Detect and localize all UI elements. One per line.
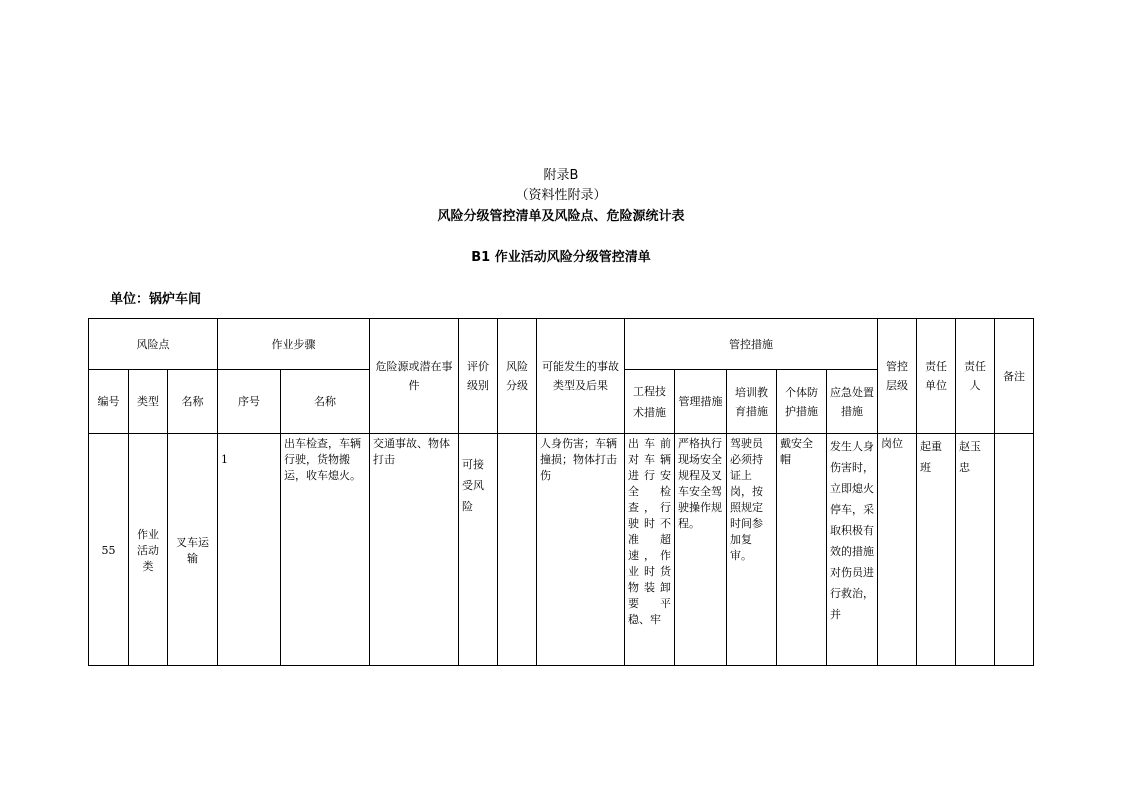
cell-resp-person: 赵玉忠: [956, 434, 995, 666]
header-risk-point: 风险点: [89, 319, 218, 370]
header-mgmt: 管理措施: [675, 370, 727, 434]
header-resp-person: 责任人: [956, 319, 995, 434]
header-control: 管控措施: [625, 319, 878, 370]
header-ctrl-level: 管控层级: [878, 319, 917, 434]
header-train: 培训教育措施: [727, 370, 777, 434]
cell-seq: 1: [218, 434, 281, 666]
header-remark: 备注: [995, 319, 1034, 434]
header-seq: 序号: [218, 370, 281, 434]
appendix-note: （资料性附录）: [515, 188, 607, 203]
header-steps: 作业步骤: [218, 319, 370, 370]
cell-name: 叉车运输: [168, 434, 218, 666]
page-title: 风险分级管控清单及风险点、危险源统计表: [437, 209, 685, 224]
header-ppe: 个体防护措施: [777, 370, 827, 434]
cell-resp-unit: 起重班: [917, 434, 956, 666]
cell-eng: 出车前对车辆进行安全检查，行驶时不准超速，作业时货物装卸要平稳、牢: [628, 437, 671, 626]
header-name: 名称: [168, 370, 218, 434]
cell-accident: 人身伤害；车辆撞损；物体打击伤: [537, 434, 625, 666]
header-resp-unit: 责任单位: [917, 319, 956, 434]
header-no: 编号: [89, 370, 129, 434]
cell-mgmt: 严格执行现场安全规程及叉车安全驾驶操作规程。: [675, 434, 727, 666]
cell-risk-level: [498, 434, 537, 666]
unit-label: 单位：锅炉车间: [110, 292, 202, 307]
appendix-label: 附录B: [543, 168, 579, 183]
header-type: 类型: [129, 370, 168, 434]
header-step-name: 名称: [281, 370, 370, 434]
header-eng: 工程技术措施: [625, 370, 675, 434]
cell-train: 驾驶员必须持证上岗，按照规定时间参加复审。: [727, 434, 777, 666]
risk-control-table: [88, 318, 1034, 666]
table-row: [89, 434, 1034, 666]
header-eval: 评价级别: [459, 319, 498, 434]
cell-emerg: 发生人身伤害时，立即熄火停车，采取积极有效的措施对伤员进行救治，并: [830, 440, 874, 621]
header-risk-level: 风险分级: [498, 319, 537, 434]
cell-step-name: 出车检查，车辆行驶，货物搬运，收车熄火。: [281, 434, 370, 666]
header-hazard: 危险源或潜在事件: [370, 319, 459, 434]
cell-ctrl-level: 岗位: [878, 434, 917, 666]
cell-eval: 可接受风险: [459, 434, 498, 666]
cell-hazard: 交通事故、物体打击: [370, 434, 459, 666]
header-emerg: 应急处置措施: [827, 370, 878, 434]
cell-ppe: 戴安全帽: [777, 434, 827, 666]
cell-no: 55: [89, 434, 129, 666]
section-title: B1 作业活动风险分级管控清单: [471, 250, 651, 265]
header-accident: 可能发生的事故类型及后果: [537, 319, 625, 434]
cell-remark: [995, 434, 1034, 666]
cell-type: 作业活动类: [129, 434, 168, 666]
